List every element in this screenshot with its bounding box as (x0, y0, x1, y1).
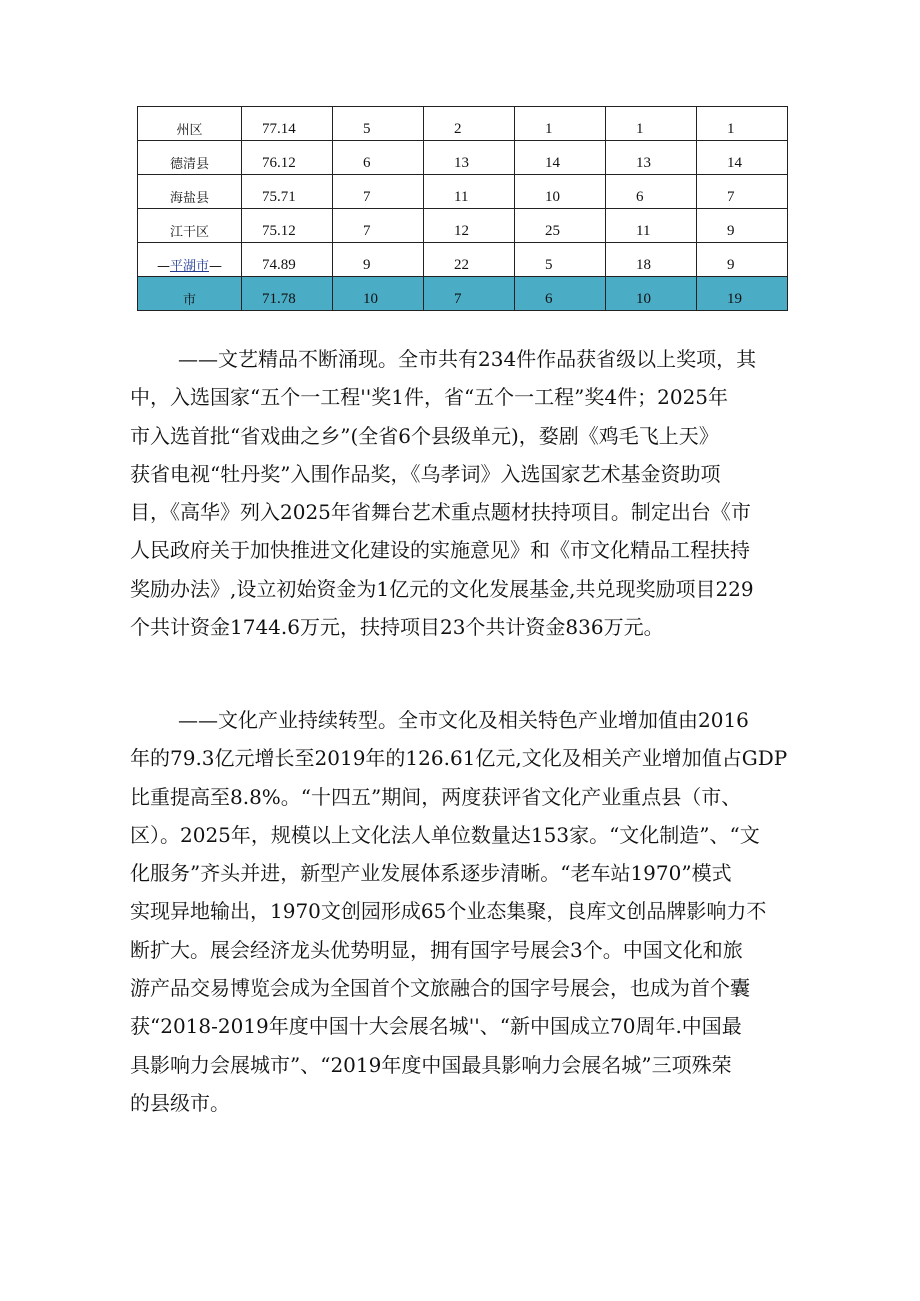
value-cell: 22 (424, 243, 515, 277)
value-cell: 14 (515, 141, 606, 175)
value-cell: 14 (697, 141, 788, 175)
value-cell: 12 (424, 209, 515, 243)
text-line: 人民政府关于加快推进文化建设的实施意见》和《市文化精品工程扶持 (130, 538, 750, 563)
table-row (138, 141, 788, 175)
table-row (138, 175, 788, 209)
score-cell: 75.71 (242, 175, 333, 209)
value-cell: 10 (515, 175, 606, 209)
region-cell: 江干区 (138, 209, 242, 243)
text-line: 个共计资金1744.6万元，扶持项目23个共计资金836万元。 (130, 615, 664, 640)
value-cell: 19 (697, 277, 788, 311)
score-cell: 77.14 (242, 107, 333, 141)
value-cell: 1 (606, 107, 697, 141)
region-cell: 市 (138, 277, 242, 311)
text-line: 区）。2025年，规模以上文化法人单位数量达153家。“文化制造”、“文 (130, 822, 760, 847)
value-cell: 6 (515, 277, 606, 311)
text-line: 奖励办法》,设立初始资金为1亿元的文化发展基金,共兑现奖励项目229 (130, 576, 754, 601)
value-cell: 25 (515, 209, 606, 243)
value-cell: 18 (606, 243, 697, 277)
text-line: 年的79.3亿元增长至2019年的126.61亿元,文化及相关产业增加值占GDP (130, 746, 788, 771)
score-cell: 76.12 (242, 141, 333, 175)
text-line: 实现异地输出，1970文创园形成65个业态集聚，良库文创品牌影响力不 (130, 899, 767, 924)
table-row (138, 107, 788, 141)
region-cell: 德清县 (138, 141, 242, 175)
paragraph-cultural-industry (130, 701, 796, 1122)
text-line: ——文化产业持续转型。全市文化及相关特色产业增加值由2016 (178, 708, 749, 732)
text-line: 断扩大。展会经济龙头优势明显，拥有国字号展会3个。中国文化和旅 (130, 937, 743, 962)
paragraph-arts-works (130, 340, 796, 646)
text-line: 游产品交易博览会成为全国首个文旅融合的国字号展会，也成为首个囊 (130, 976, 750, 1001)
table-row (138, 243, 788, 277)
region-cell: —平湖市— (138, 243, 242, 277)
value-cell: 7 (424, 277, 515, 311)
value-cell: 7 (333, 175, 424, 209)
value-cell: 5 (333, 107, 424, 141)
text-line: 的县级市。 (130, 1090, 230, 1115)
value-cell: 10 (333, 277, 424, 311)
score-cell: 71.78 (242, 277, 333, 311)
text-line: 市入选首批“省戏曲之乡”(全省6个县级单元)，婺剧《鸡毛飞上天》 (130, 423, 719, 448)
value-cell: 7 (697, 175, 788, 209)
text-line: 化服务”齐头并进，新型产业发展体系逐步清晰。“老车站1970”模式 (130, 861, 732, 886)
text-line: 中，入选国家“五个一工程''奖1件，省“五个一工程”奖4件；2025年 (130, 385, 729, 410)
value-cell: 10 (606, 277, 697, 311)
region-link[interactable]: 平湖市 (169, 259, 209, 274)
value-cell: 11 (424, 175, 515, 209)
value-cell: 7 (333, 209, 424, 243)
table-row-highlighted (138, 277, 788, 311)
text-line: 获省电视“牡丹奖”入围作品奖，《乌孝词》入选国家艺术基金资助项 (130, 461, 721, 486)
value-cell: 5 (515, 243, 606, 277)
value-cell: 11 (606, 209, 697, 243)
text-line: ——文艺精品不断涌现。全市共有234件作品获省级以上奖项，其 (178, 347, 757, 371)
value-cell: 9 (697, 209, 788, 243)
text-line: 获“2018-2019年度中国十大会展名城''、“新中国成立70周年.中国最 (130, 1014, 742, 1039)
text-line: 比重提高至8.8%。“十四五”期间，两度获评省文化产业重点县（市、 (130, 784, 742, 809)
value-cell: 6 (606, 175, 697, 209)
ranking-table (137, 106, 788, 311)
value-cell: 13 (606, 141, 697, 175)
text-line: 目，《高华》列入2025年省舞台艺术重点题材扶持项目。制定出台《市 (130, 500, 751, 525)
region-cell: 海盐县 (138, 175, 242, 209)
value-cell: 9 (333, 243, 424, 277)
score-cell: 74.89 (242, 243, 333, 277)
score-cell: 75.12 (242, 209, 333, 243)
value-cell: 1 (697, 107, 788, 141)
value-cell: 2 (424, 107, 515, 141)
table-row (138, 209, 788, 243)
value-cell: 6 (333, 141, 424, 175)
text-line: 具影响力会展城市”、“2019年度中国最具影响力会展名城”三项殊荣 (130, 1052, 732, 1077)
value-cell: 13 (424, 141, 515, 175)
value-cell: 1 (515, 107, 606, 141)
region-cell: 州区 (138, 107, 242, 141)
value-cell: 9 (697, 243, 788, 277)
